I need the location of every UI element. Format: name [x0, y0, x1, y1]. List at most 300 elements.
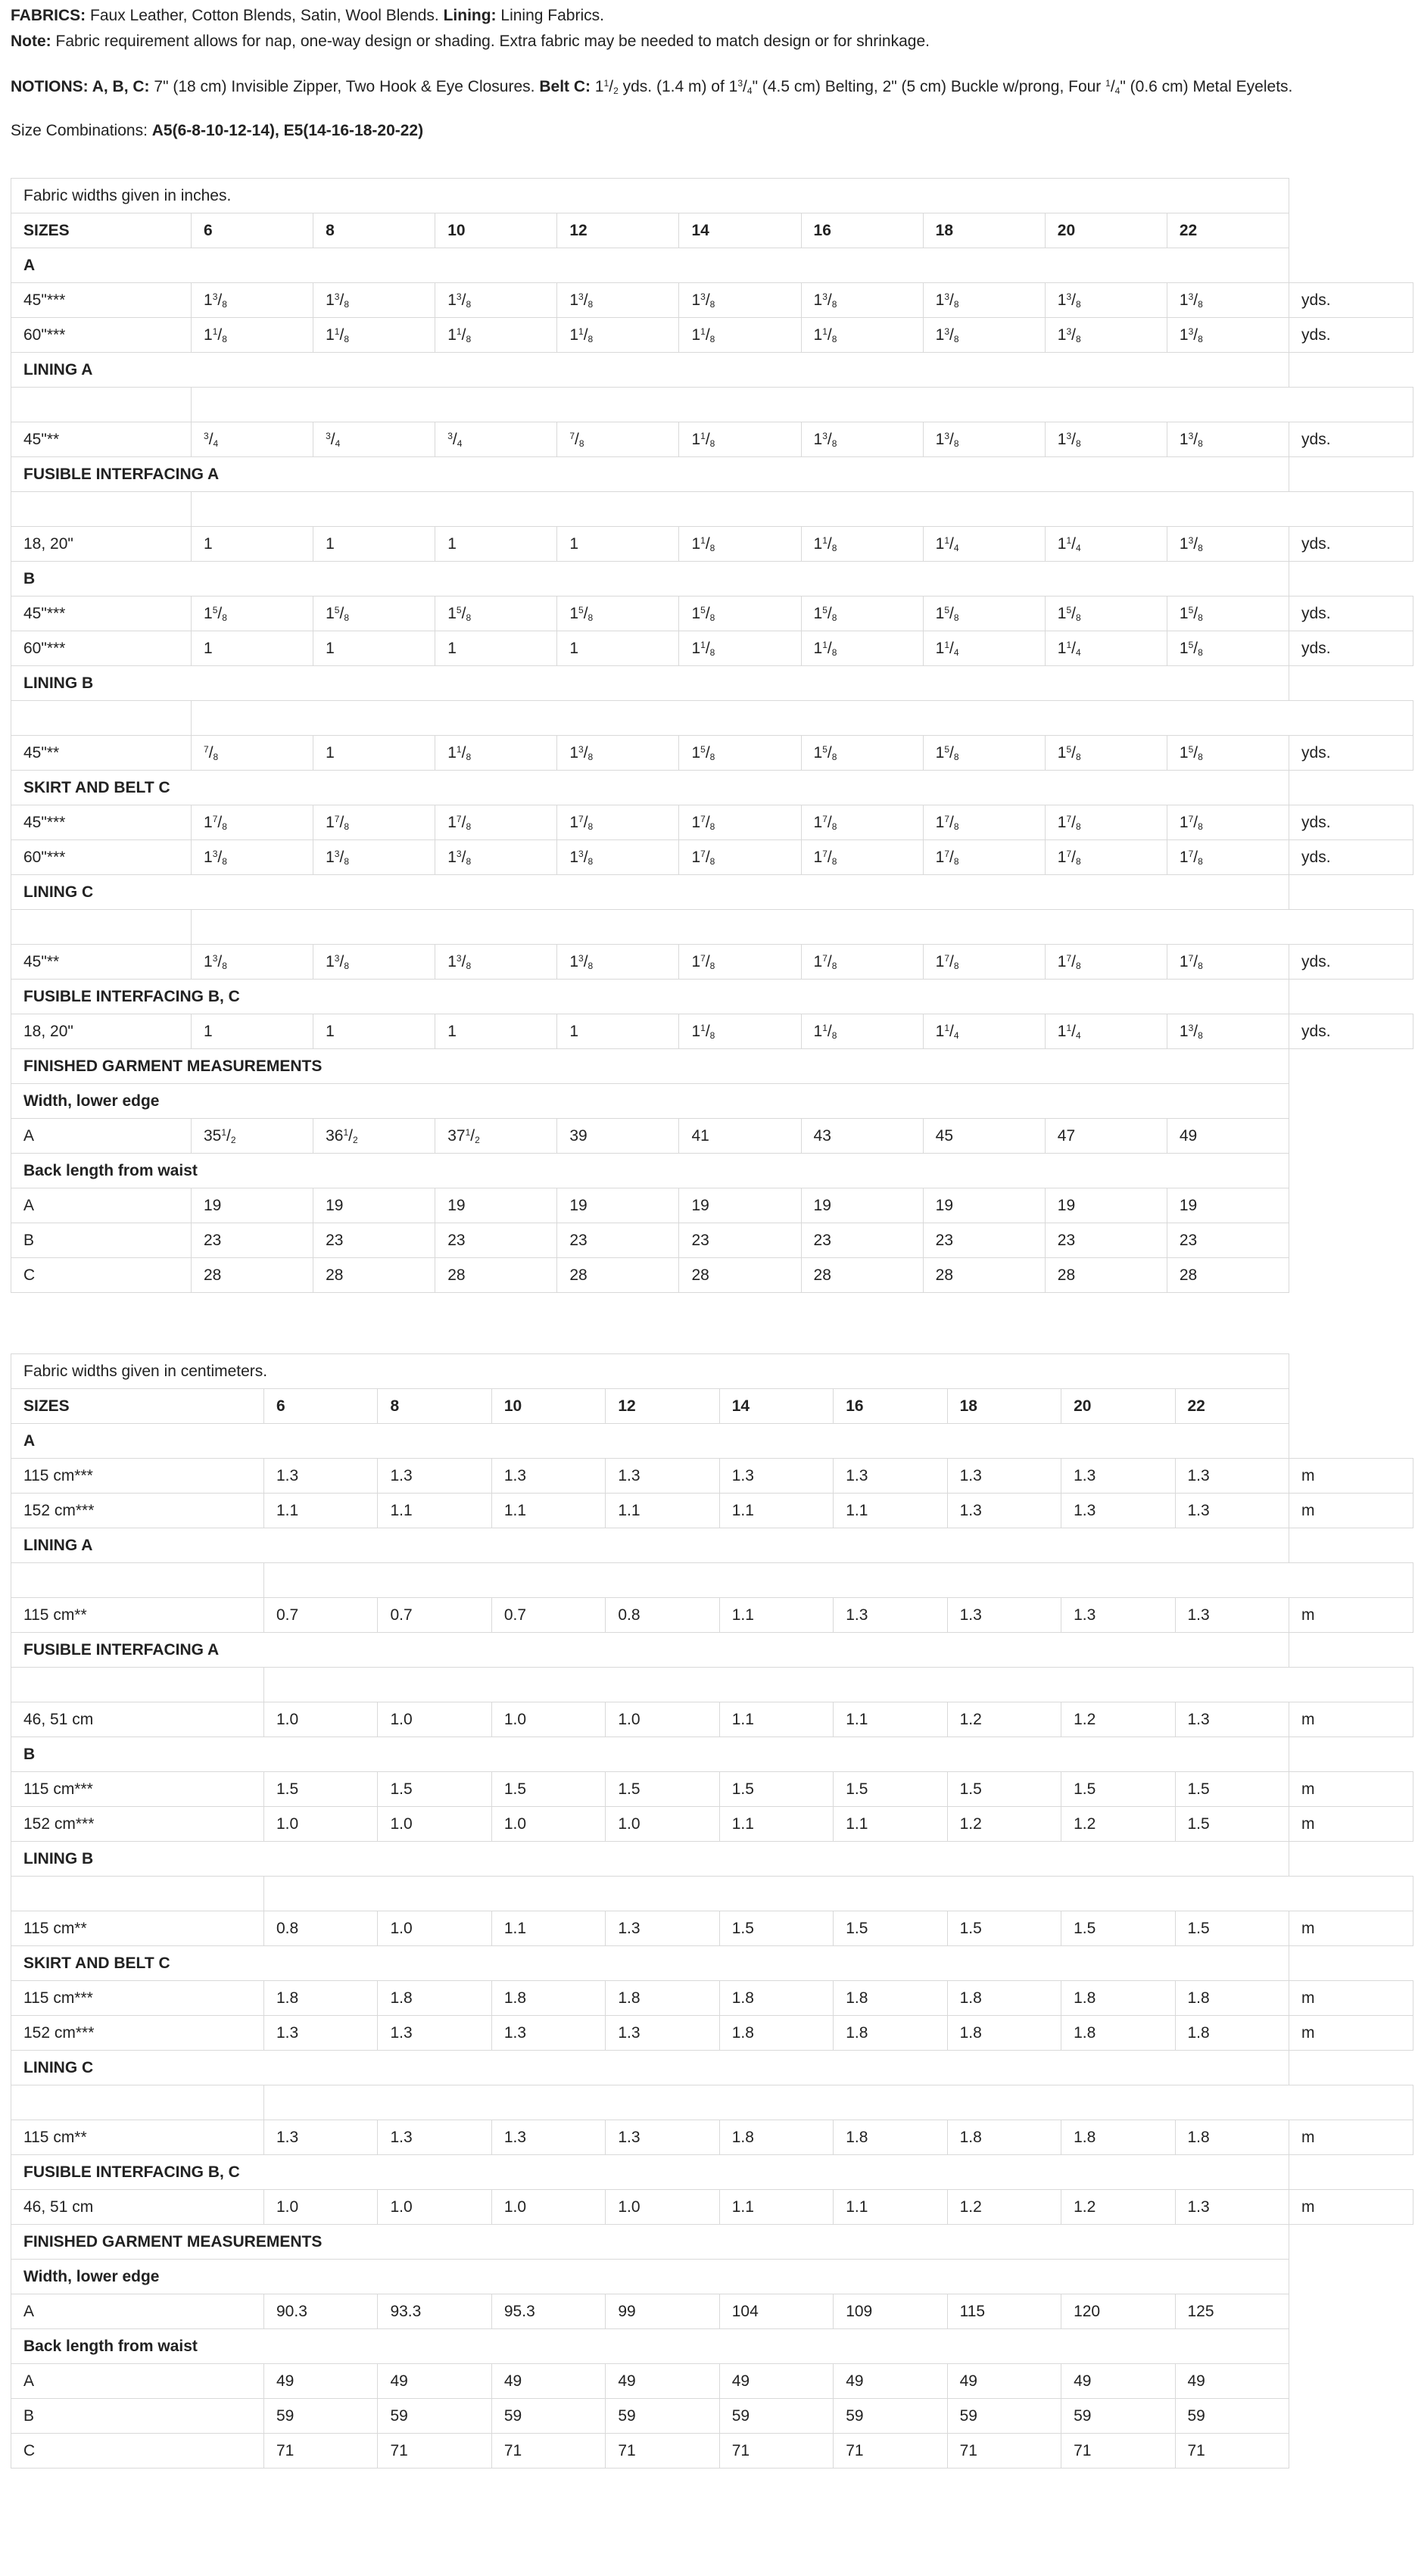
cell-fraction: $1^5/_8$ [1179, 743, 1203, 762]
size-value-cell [947, 2364, 1061, 2399]
table-row [11, 283, 1413, 318]
size-value-cell [313, 527, 435, 562]
cell-value: 1 [326, 1022, 335, 1040]
cell-fraction: $1^3/_8$ [569, 743, 594, 762]
size-value-cell [491, 2190, 605, 2225]
size-value-cell [947, 2399, 1061, 2434]
size-header-10: 10 [435, 213, 557, 248]
section-title: FUSIBLE INTERFACING B, C [11, 2155, 1289, 2190]
size-combinations-label: Size Combinations: [11, 122, 148, 139]
size-value-cell [435, 318, 557, 353]
cell-fraction: $1^3/_8$ [813, 430, 837, 449]
cell-value: 0.7 [503, 1606, 527, 1624]
unit-cell: yds. [1289, 631, 1413, 666]
cell-fraction: $35^1/_2$ [204, 1126, 236, 1145]
intro-block [11, 3, 1404, 144]
cell-fraction: $1^7/_8$ [1179, 813, 1203, 832]
size-value-cell [834, 1981, 947, 2016]
row-label: 115 cm** [11, 2120, 264, 2155]
cell-value: 28 [1057, 1266, 1076, 1284]
size-value-cell [1045, 805, 1167, 840]
centimeters-size-table [11, 1353, 1413, 2469]
cell-value: 1.0 [390, 1710, 413, 1728]
cell-value: 1.1 [276, 1501, 299, 1519]
cell-value: 1.5 [1074, 1919, 1096, 1937]
table-row [11, 945, 1413, 980]
cell-value: 95.3 [503, 2302, 535, 2320]
cell-value: 1.8 [959, 2128, 982, 2146]
empty-cell [11, 1563, 264, 1598]
size-value-cell [1167, 1223, 1289, 1258]
cell-fraction: $1^5/_8$ [447, 604, 472, 623]
section-row [11, 1842, 1413, 1877]
size-value-cell [1061, 1981, 1175, 2016]
section-title: B [11, 562, 1289, 596]
size-value-cell [606, 2364, 719, 2399]
size-value-cell [1167, 840, 1289, 875]
cell-fraction: $1^7/_8$ [1057, 848, 1081, 867]
unit-cell: yds. [1289, 527, 1413, 562]
cell-fraction: $1^1/_4$ [935, 1022, 959, 1041]
cell-value: 1.5 [1187, 1814, 1210, 1833]
cell-value: 1.0 [503, 1814, 527, 1833]
cell-value: 109 [846, 2302, 873, 2320]
section-row [11, 1946, 1413, 1981]
cell-value: 1 [569, 639, 579, 657]
cell-value: 28 [813, 1266, 831, 1284]
cell-fraction: $36^1/_2$ [326, 1126, 358, 1145]
cell-value: 59 [731, 2406, 750, 2425]
table-row [11, 805, 1413, 840]
size-value-cell [719, 1459, 833, 1494]
size-value-cell [192, 1119, 313, 1154]
spacer-row [11, 2085, 1413, 2120]
cell-value: 1.3 [503, 1466, 527, 1484]
cell-value: 1 [447, 639, 457, 657]
table-row [11, 2434, 1413, 2469]
cell-fraction: $1^1/_8$ [691, 1022, 715, 1041]
size-value-cell [834, 2399, 947, 2434]
size-value-cell [1167, 318, 1289, 353]
size-value-cell [923, 422, 1045, 457]
size-value-cell [192, 1258, 313, 1293]
sizes-label: SIZES [11, 1389, 264, 1424]
cell-value: 23 [1179, 1231, 1198, 1249]
section-row [11, 457, 1413, 492]
size-value-cell [719, 2016, 833, 2051]
size-value-cell [834, 2016, 947, 2051]
table-row [11, 2399, 1413, 2434]
size-combinations-line [11, 118, 1404, 144]
size-value-cell [264, 2016, 378, 2051]
cell-value: 1.3 [1187, 1606, 1210, 1624]
cell-value: 1.1 [731, 1606, 754, 1624]
row-label: C [11, 1258, 192, 1293]
size-value-cell [491, 1494, 605, 1528]
cell-value: 28 [326, 1266, 344, 1284]
cell-value: 49 [1179, 1126, 1198, 1145]
table-row [11, 631, 1413, 666]
section-title: FUSIBLE INTERFACING B, C [11, 980, 1289, 1014]
size-value-cell [834, 2364, 947, 2399]
size-value-cell [378, 1981, 491, 2016]
cell-value: 1.5 [1187, 1780, 1210, 1798]
size-value-cell [378, 2120, 491, 2155]
empty-cell [264, 1563, 1413, 1598]
measurement-group-row [11, 2260, 1413, 2294]
cell-value: 1.8 [846, 2023, 868, 2042]
notions-line [11, 74, 1404, 100]
size-value-cell [801, 631, 923, 666]
sizes-header-row [11, 1389, 1413, 1424]
empty-cell [1289, 2364, 1413, 2399]
table-row [11, 2190, 1413, 2225]
size-value-cell [491, 1459, 605, 1494]
cell-fraction: $1^3/_8$ [1057, 430, 1081, 449]
spacer-row [11, 492, 1413, 527]
table-row [11, 1223, 1413, 1258]
section-row [11, 771, 1413, 805]
row-label: 115 cm*** [11, 1772, 264, 1807]
cell-value: 39 [569, 1126, 588, 1145]
row-label: 46, 51 cm [11, 1702, 264, 1737]
empty-cell [1289, 2294, 1413, 2329]
cell-value: 1.0 [503, 2198, 527, 2216]
cell-fraction: $1^3/_8$ [326, 952, 350, 971]
cell-fraction: $1^1/_8$ [447, 743, 472, 762]
size-value-cell [557, 527, 679, 562]
section-row [11, 1737, 1413, 1772]
cell-value: 19 [447, 1196, 466, 1214]
section-title: A [11, 1424, 1289, 1459]
size-value-cell [491, 2016, 605, 2051]
size-value-cell [606, 1981, 719, 2016]
cell-fraction: $1^3/_8$ [1179, 534, 1203, 553]
fabrics-text: Faux Leather, Cotton Blends, Satin, Wool Blends. [90, 7, 439, 24]
table-row [11, 1598, 1413, 1633]
size-value-cell [435, 1119, 557, 1154]
size-value-cell [834, 1911, 947, 1946]
empty-cell [1289, 666, 1413, 701]
cell-fraction: $1^1/_8$ [813, 534, 837, 553]
size-header-20: 20 [1045, 213, 1167, 248]
empty-cell [1289, 213, 1413, 248]
size-value-cell [947, 1772, 1061, 1807]
size-header-6: 6 [192, 213, 313, 248]
size-value-cell [679, 318, 801, 353]
cell-fraction: $1^5/_8$ [935, 604, 959, 623]
section-title: FUSIBLE INTERFACING A [11, 457, 1289, 492]
size-header-12: 12 [606, 1389, 719, 1424]
table-row [11, 422, 1413, 457]
size-value-cell [801, 1188, 923, 1223]
cell-value: 1.1 [846, 1710, 868, 1728]
row-label: C [11, 2434, 264, 2469]
size-value-cell [606, 2120, 719, 2155]
size-value-cell [491, 1981, 605, 2016]
size-value-cell [435, 840, 557, 875]
size-value-cell [606, 1598, 719, 1633]
size-value-cell [435, 596, 557, 631]
section-title: LINING B [11, 666, 1289, 701]
cell-value: 1.1 [731, 2198, 754, 2216]
size-value-cell [313, 1258, 435, 1293]
cell-value: 1.3 [959, 1501, 982, 1519]
cell-value: 49 [503, 2372, 522, 2390]
caption-row [11, 1354, 1413, 1389]
size-value-cell [679, 840, 801, 875]
cell-fraction: $1^5/_8$ [326, 604, 350, 623]
cell-fraction: $1^1/_4$ [1057, 639, 1081, 658]
cell-value: 59 [618, 2406, 636, 2425]
table-caption: Fabric widths given in inches. [11, 179, 1289, 213]
size-value-cell [435, 1258, 557, 1293]
size-value-cell [679, 1223, 801, 1258]
spacer-row [11, 701, 1413, 736]
section-row [11, 2051, 1413, 2085]
eyelet-text: " (0.6 cm) Metal Eyelets. [1120, 78, 1293, 95]
size-value-cell [801, 283, 923, 318]
belt-yds-fraction: $1^1/_2$ [594, 78, 619, 96]
size-value-cell [378, 1807, 491, 1842]
size-header-16: 16 [801, 213, 923, 248]
size-value-cell [719, 1494, 833, 1528]
size-value-cell [834, 2190, 947, 2225]
size-value-cell [606, 1494, 719, 1528]
empty-cell [1289, 562, 1413, 596]
size-value-cell [947, 1981, 1061, 2016]
size-value-cell [378, 2190, 491, 2225]
size-value-cell [606, 2190, 719, 2225]
cell-value: 71 [390, 2441, 408, 2459]
size-value-cell [313, 1188, 435, 1223]
cell-value: 1.3 [846, 1606, 868, 1624]
size-value-cell [719, 2190, 833, 2225]
empty-cell [1289, 1528, 1413, 1563]
cell-value: 0.8 [276, 1919, 299, 1937]
table-row [11, 1459, 1413, 1494]
empty-cell [11, 2085, 264, 2120]
cell-fraction: $1^1/_4$ [935, 534, 959, 553]
cell-value: 1.5 [731, 1919, 754, 1937]
cell-value: 1.5 [276, 1780, 299, 1798]
section-row [11, 353, 1413, 388]
size-value-cell [1175, 2294, 1289, 2329]
sizes-label: SIZES [11, 213, 192, 248]
cell-value: 59 [503, 2406, 522, 2425]
size-header-14: 14 [679, 213, 801, 248]
cell-value: 1.3 [1187, 1710, 1210, 1728]
cell-value: 23 [935, 1231, 954, 1249]
section-row [11, 2225, 1413, 2260]
cell-value: 1.3 [276, 2128, 299, 2146]
section-title: FUSIBLE INTERFACING A [11, 1633, 1289, 1668]
unit-cell: yds. [1289, 945, 1413, 980]
size-value-cell [606, 2016, 719, 2051]
cell-value: 71 [1187, 2441, 1205, 2459]
cell-fraction: $1^7/_8$ [935, 813, 959, 832]
size-value-cell [192, 840, 313, 875]
size-value-cell [679, 631, 801, 666]
cell-value: 120 [1074, 2302, 1101, 2320]
sizes-header-row [11, 213, 1413, 248]
cell-value: 1.5 [846, 1919, 868, 1937]
unit-cell: yds. [1289, 805, 1413, 840]
size-value-cell [557, 1188, 679, 1223]
unit-cell: m [1289, 1598, 1413, 1633]
size-value-cell [313, 631, 435, 666]
cell-value: 1.1 [846, 2198, 868, 2216]
cell-fraction: $1^3/_8$ [447, 848, 472, 867]
empty-cell [1289, 980, 1413, 1014]
cell-fraction: $^3/_4$ [204, 430, 219, 449]
cell-value: 59 [276, 2406, 295, 2425]
size-value-cell [1045, 1188, 1167, 1223]
size-value-cell [1167, 1119, 1289, 1154]
table-row [11, 1981, 1413, 2016]
size-value-cell [801, 736, 923, 771]
cell-fraction: $1^7/_8$ [813, 952, 837, 971]
cell-value: 19 [1057, 1196, 1076, 1214]
cell-fraction: $1^1/_4$ [935, 639, 959, 658]
cell-value: 1.5 [503, 1780, 527, 1798]
row-label: A [11, 1188, 192, 1223]
cell-value: 59 [959, 2406, 977, 2425]
cell-value: 104 [731, 2302, 759, 2320]
size-value-cell [192, 631, 313, 666]
size-value-cell [378, 1911, 491, 1946]
cell-value: 1.8 [959, 2023, 982, 2042]
empty-cell [1289, 2051, 1413, 2085]
size-value-cell [1175, 2120, 1289, 2155]
size-value-cell [801, 840, 923, 875]
row-label: 60"*** [11, 318, 192, 353]
section-row [11, 248, 1413, 283]
size-value-cell [1167, 596, 1289, 631]
cell-value: 1.1 [390, 1501, 413, 1519]
cell-value: 1.5 [1074, 1780, 1096, 1798]
cell-fraction: $1^7/_8$ [204, 813, 227, 832]
cell-fraction: $1^3/_8$ [813, 291, 837, 310]
size-value-cell [923, 1188, 1045, 1223]
size-header-22: 22 [1167, 213, 1289, 248]
size-value-cell [719, 1772, 833, 1807]
cell-value: 1.8 [1187, 1989, 1210, 2007]
size-value-cell [1175, 2399, 1289, 2434]
empty-cell [1289, 1084, 1413, 1119]
cell-fraction: $1^3/_8$ [569, 952, 594, 971]
cell-fraction: $1^3/_8$ [447, 952, 472, 971]
cell-fraction: $1^7/_8$ [935, 848, 959, 867]
size-value-cell [679, 1258, 801, 1293]
size-value-cell [947, 1598, 1061, 1633]
cell-value: 1.2 [1074, 1814, 1096, 1833]
empty-cell [1289, 1258, 1413, 1293]
cell-value: 1.3 [959, 1466, 982, 1484]
cell-value: 1.8 [503, 1989, 527, 2007]
table-row [11, 527, 1413, 562]
size-value-cell [491, 1702, 605, 1737]
empty-cell [1289, 1842, 1413, 1877]
belting-text: " (4.5 cm) Belting, 2" (5 cm) Buckle w/prong, Four [752, 78, 1102, 95]
cell-fraction: $1^1/_8$ [691, 534, 715, 553]
cell-value: 1 [204, 1022, 213, 1040]
empty-cell [1289, 2260, 1413, 2294]
size-value-cell [264, 1702, 378, 1737]
cell-value: 23 [813, 1231, 831, 1249]
size-value-cell [679, 283, 801, 318]
section-title: LINING C [11, 875, 1289, 910]
size-value-cell [679, 1188, 801, 1223]
row-label: 45"*** [11, 283, 192, 318]
cell-fraction: $1^7/_8$ [691, 848, 715, 867]
table-row [11, 1772, 1413, 1807]
cell-fraction: $1^3/_8$ [935, 326, 959, 344]
empty-cell [1289, 2329, 1413, 2364]
empty-cell [1289, 1119, 1413, 1154]
cell-fraction: $1^1/_4$ [1057, 1022, 1081, 1041]
size-value-cell [313, 805, 435, 840]
cell-fraction: $1^1/_4$ [1057, 534, 1081, 553]
size-value-cell [192, 1014, 313, 1049]
unit-cell: m [1289, 1494, 1413, 1528]
empty-cell [192, 910, 1413, 945]
section-title: A [11, 248, 1289, 283]
cell-value: 23 [204, 1231, 222, 1249]
empty-cell [192, 388, 1413, 422]
size-value-cell [679, 945, 801, 980]
unit-cell: yds. [1289, 596, 1413, 631]
cell-value: 1.3 [618, 2128, 640, 2146]
empty-cell [1289, 1633, 1413, 1668]
cell-fraction: $1^1/_8$ [326, 326, 350, 344]
cell-value: 19 [813, 1196, 831, 1214]
notions-label: NOTIONS: A, B, C: [11, 78, 150, 95]
size-value-cell [264, 2120, 378, 2155]
size-value-cell [606, 2294, 719, 2329]
table-row [11, 1911, 1413, 1946]
size-value-cell [801, 527, 923, 562]
size-value-cell [313, 736, 435, 771]
empty-cell [11, 910, 192, 945]
size-header-18: 18 [947, 1389, 1061, 1424]
cell-value: 59 [390, 2406, 408, 2425]
lining-label: Lining: [443, 7, 497, 24]
cell-fraction: $1^5/_8$ [935, 743, 959, 762]
cell-fraction: $1^5/_8$ [691, 743, 715, 762]
size-value-cell [313, 596, 435, 631]
cell-value: 19 [204, 1196, 222, 1214]
cell-value: 1 [326, 743, 335, 762]
cell-value: 1.0 [276, 1710, 299, 1728]
size-value-cell [313, 840, 435, 875]
spacer-row [11, 1668, 1413, 1702]
size-value-cell [1045, 527, 1167, 562]
cell-fraction: $^3/_4$ [447, 430, 463, 449]
size-header-22: 22 [1175, 1389, 1289, 1424]
row-label: 45"*** [11, 596, 192, 631]
cell-fraction: $1^3/_8$ [1179, 291, 1203, 310]
measurement-group-row [11, 1154, 1413, 1188]
size-value-cell [491, 2120, 605, 2155]
table-row [11, 1494, 1413, 1528]
size-value-cell [1175, 2190, 1289, 2225]
row-label: 152 cm*** [11, 1494, 264, 1528]
empty-cell [1289, 1424, 1413, 1459]
size-value-cell [313, 1014, 435, 1049]
size-value-cell [264, 2294, 378, 2329]
size-value-cell [1167, 631, 1289, 666]
